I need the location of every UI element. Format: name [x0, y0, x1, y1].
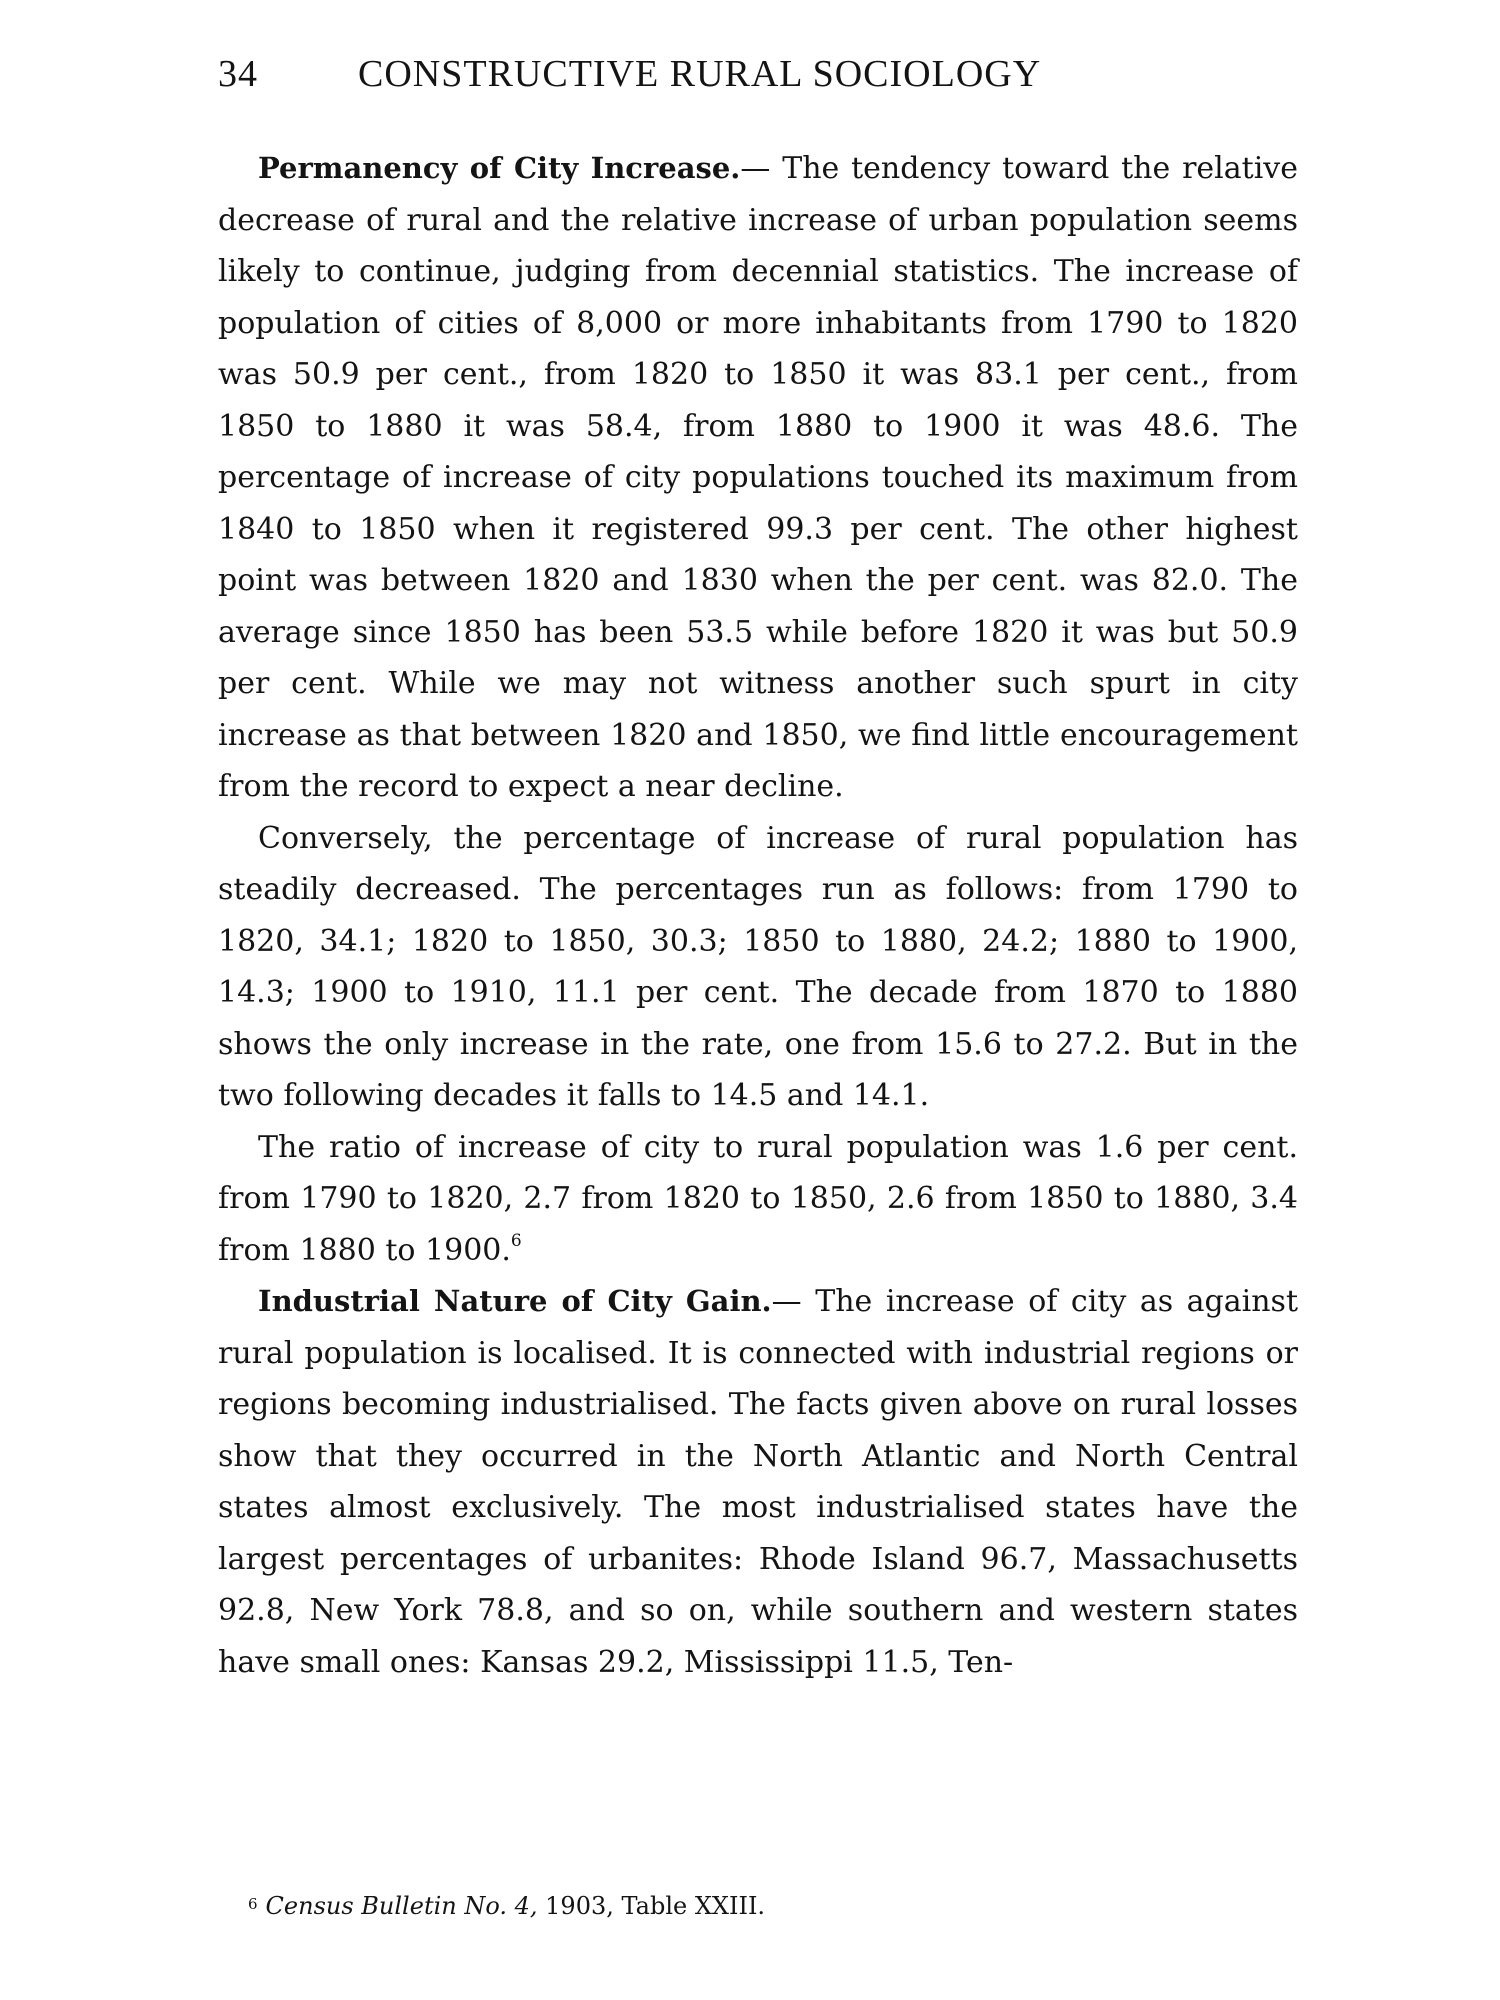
footnote-source: Census Bulletin No. 4, — [265, 1892, 538, 1920]
section-title-permanency: Permanency of City Increase. — [258, 151, 741, 185]
footnote-text: 1903, Table XXIII. — [537, 1892, 766, 1920]
body-text — [218, 143, 1298, 1688]
paragraph-text: The ratio of increase of city to rural population was 1.6 per cent. from 1790 to 1820, 2.7 from 1820 to 1850, 2.6 from 1850 to 1880, 3.4 from 1880 to 1900. — [218, 1129, 1298, 1268]
section-title-industrial: Industrial Nature of City Gain. — [258, 1284, 772, 1318]
footnote — [248, 1887, 1298, 1923]
paragraph-ratio — [218, 1122, 1298, 1277]
paragraph-industrial — [218, 1276, 1298, 1688]
paragraph-permanency — [218, 143, 1298, 813]
em-dash: — — [740, 151, 771, 186]
paragraph-rural-decrease — [218, 813, 1298, 1122]
paragraph-text: Conversely, the percentage of increase of rural population has steadily decreased. The percentages run as follows: from 1790 to 1820, 34.1; 1820 to 1850, 30.3; 1850 to 1880, 24.2; 1880 to 1900, 14.3; 1900 to 1910, 11.1 per cent. The decade from 1870 to 1880 shows the only increase in the rate, one from 15.6 to 27.2. But in the two following decades it falls to 14.5 and 14.1. — [218, 820, 1298, 1113]
page-number: 34 — [218, 53, 258, 95]
paragraph-text: The tendency toward the relative decrease of rural and the relative increase of urban population seems likely to continue, judging from decennial statistics. The increase of population of cities of 8,000 or more inhabitants from 1790 to 1820 was 50.9 per cent., from 1820 to 1850 it was 83.1 per cent., from 1850 to 1880 it was 58.4, from 1880 to 1900 it was 48.6. The percentage of increase of city populations touched its maximum from 1840 to 1850 when it registered 99.3 per cent. The other highest point was between 1820 and 1830 when the per cent. was 82.0. The average since 1850 has been 53.5 while before 1820 it was but 50.9 per cent. While we may not witness another such spurt in city increase as that between 1820 and 1850, we find little encouragement from the record to expect a near decline. — [218, 151, 1299, 804]
running-title: CONSTRUCTIVE RURAL SOCIOLOGY — [358, 53, 1042, 95]
paragraph-text: The increase of city as against rural population is localised. It is connected with industrial regions or regions becoming industrialised. The facts given above on rural losses show that they occurred in the North Atlantic and North Central states almost exclusively. The most industrialised states have the largest percentages of urbanites: Rhode Island 96.7, Massachusetts 92.8, New York 78.8, and so on, while southern and western states have small ones: Kansas 29.2, Mississippi 11.5, Ten- — [218, 1284, 1298, 1680]
footnote-mark: 6 — [248, 1895, 258, 1913]
footnote-reference: 6 — [510, 1230, 522, 1251]
em-dash: — — [771, 1284, 802, 1319]
running-header — [218, 52, 1298, 112]
